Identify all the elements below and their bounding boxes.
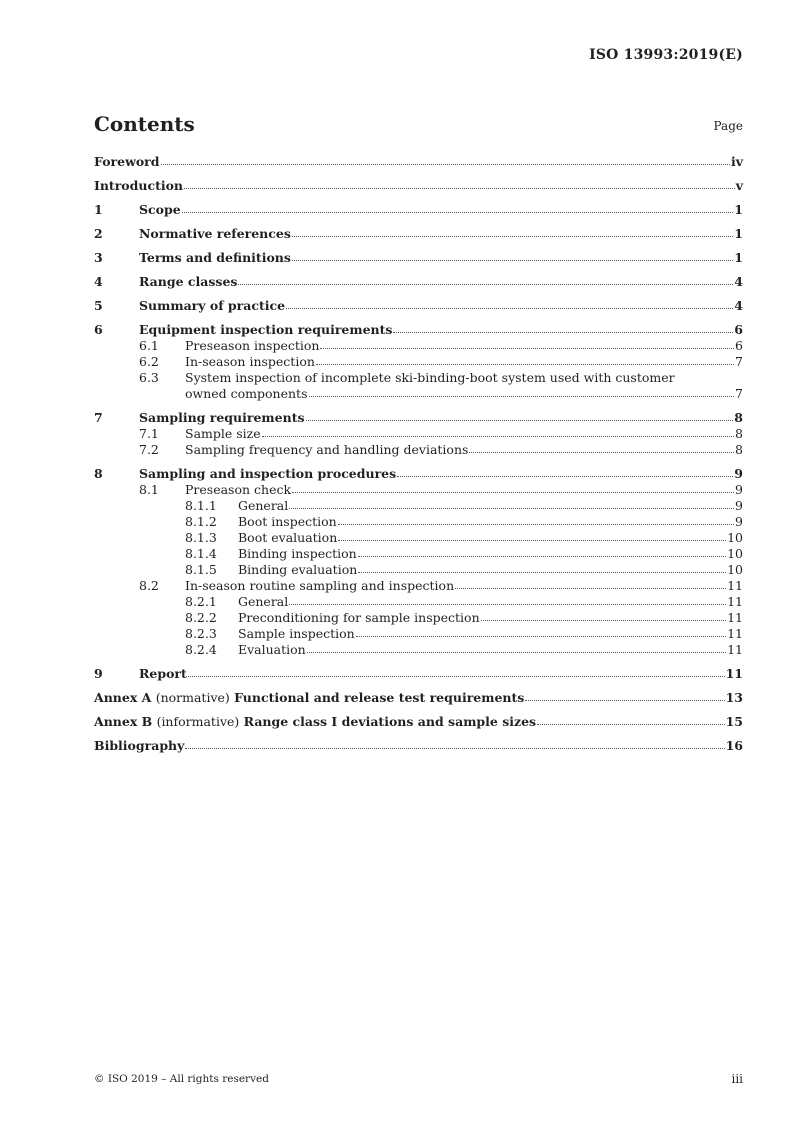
toc-title: Functional and release test requirements	[234, 690, 525, 705]
copyright-notice: © ISO 2019 – All rights reserved	[94, 1073, 269, 1085]
toc-title: Binding evaluation	[238, 562, 358, 577]
toc-title: Sampling and inspection procedures	[139, 466, 397, 481]
dot-leader	[289, 602, 726, 605]
annex-type: (informative)	[156, 714, 240, 729]
dot-leader	[469, 450, 734, 453]
toc-entry-3[interactable]	[94, 250, 743, 266]
toc-number: 8.1.2	[185, 514, 217, 529]
toc-entry-4[interactable]	[94, 274, 743, 290]
dot-leader	[292, 258, 733, 261]
toc-entry-2[interactable]	[94, 226, 743, 242]
dot-leader	[455, 586, 726, 589]
dot-leader	[286, 306, 733, 309]
toc-number: 8.1.4	[185, 546, 217, 561]
dot-leader	[481, 618, 726, 621]
toc-page: 10	[727, 546, 743, 561]
toc-page: 1	[734, 202, 743, 217]
toc-entry-8-2-3[interactable]	[94, 626, 743, 642]
dot-leader	[184, 186, 735, 189]
dot-leader	[537, 722, 725, 725]
page-number: iii	[731, 1072, 743, 1086]
document-id: ISO 13993:2019(E)	[589, 47, 743, 63]
toc-number: 8.1.5	[185, 562, 217, 577]
toc-number: 3	[94, 250, 103, 265]
toc-title: Sampling frequency and handling deviations	[185, 442, 469, 457]
dot-leader	[358, 554, 726, 557]
dot-leader	[289, 506, 734, 509]
toc-page: 9	[735, 498, 743, 513]
toc-entry-5[interactable]	[94, 298, 743, 314]
toc-number: 2	[94, 226, 103, 241]
toc-title: In-season routine sampling and inspection	[185, 578, 455, 593]
dot-leader	[161, 162, 730, 165]
dot-leader	[358, 570, 726, 573]
toc-annex-heading	[94, 714, 536, 730]
toc-title: Sample size	[185, 426, 261, 441]
dot-leader	[185, 746, 724, 749]
toc-title: Summary of practice	[139, 298, 286, 313]
toc-number: 8	[94, 466, 103, 481]
toc-number: 1	[94, 202, 103, 217]
dot-leader	[525, 698, 724, 701]
toc-number: 8.1	[139, 482, 159, 497]
annex-label: Annex B	[94, 714, 153, 729]
toc-entry-8-1-1[interactable]	[94, 498, 743, 514]
toc-page: 8	[735, 426, 743, 441]
dot-leader	[320, 346, 734, 349]
toc-page: 11	[727, 594, 743, 609]
toc-number: 6	[94, 322, 103, 337]
toc-title: Bibliography	[94, 738, 185, 753]
toc-page: 10	[727, 530, 743, 545]
toc-page: 6	[734, 322, 743, 337]
toc-entry-annex-a[interactable]	[94, 690, 743, 706]
toc-entry-8-2-2[interactable]	[94, 610, 743, 626]
toc-title: Boot evaluation	[238, 530, 338, 545]
toc-page: 16	[725, 738, 743, 753]
toc-title: In-season inspection	[185, 354, 315, 369]
toc-number: 8.2	[139, 578, 159, 593]
toc-number: 6.2	[139, 354, 159, 369]
toc-title: Scope	[139, 202, 181, 217]
toc-number: 8.2.4	[185, 642, 217, 657]
toc-page: 8	[735, 442, 743, 457]
toc-title: Introduction	[94, 178, 184, 193]
toc-annex-heading	[94, 690, 524, 706]
toc-page: 13	[725, 690, 743, 705]
toc-entry-8-1-5[interactable]	[94, 562, 743, 578]
toc-number: 9	[94, 666, 103, 681]
toc-entry-1[interactable]	[94, 202, 743, 218]
toc-title: General	[238, 498, 289, 513]
page-column-label: Page	[713, 119, 743, 133]
toc-number: 6.1	[139, 338, 159, 353]
toc-title: Preseason inspection	[185, 338, 320, 353]
toc-entry-8-2-1[interactable]	[94, 594, 743, 610]
toc-number: 8.1.1	[185, 498, 217, 513]
dot-leader	[306, 418, 734, 421]
toc-title: Binding inspection	[238, 546, 357, 561]
toc-number: 7	[94, 410, 103, 425]
toc-page: 4	[734, 274, 743, 289]
toc-page: 7	[735, 354, 743, 369]
toc-entry-bibliography[interactable]	[94, 738, 743, 754]
dot-leader	[356, 634, 726, 637]
annex-type: (normative)	[155, 690, 230, 705]
dot-leader	[316, 362, 734, 365]
toc-page: 11	[727, 642, 743, 657]
toc-entry-8-1-3[interactable]	[94, 530, 743, 546]
toc-number: 6.3	[139, 370, 159, 385]
page-title: Contents	[94, 112, 195, 136]
toc-page: 1	[734, 250, 743, 265]
toc-title: Equipment inspection requirements	[139, 322, 393, 337]
toc-title-line1: System inspection of incomplete ski-binding-boot system used with customer	[185, 370, 675, 385]
dot-leader	[292, 490, 734, 493]
toc-number: 8.2.2	[185, 610, 217, 625]
toc-title: Range classes	[139, 274, 238, 289]
dot-leader	[397, 474, 733, 477]
toc-entry-annex-b[interactable]	[94, 714, 743, 730]
dot-leader	[238, 282, 733, 285]
toc-entry-7[interactable]	[94, 410, 743, 426]
toc-entry-8-1-2[interactable]	[94, 514, 743, 530]
toc-entry-foreword[interactable]	[94, 154, 743, 170]
toc-page: 9	[735, 482, 743, 497]
toc-title: Boot inspection	[238, 514, 337, 529]
toc-page: 1	[734, 226, 743, 241]
toc-title: Range class I deviations and sample sizes	[243, 714, 537, 729]
toc-page: 10	[727, 562, 743, 577]
toc-title: Preconditioning for sample inspection	[238, 610, 480, 625]
toc-page: 11	[727, 626, 743, 641]
toc-number: 7.2	[139, 442, 159, 457]
toc-title-line2: owned components	[185, 386, 308, 401]
toc-entry-8-1-4[interactable]	[94, 546, 743, 562]
toc-page: iv	[730, 154, 743, 169]
toc-page: 11	[727, 578, 743, 593]
toc-title: General	[238, 594, 289, 609]
toc-entry-8[interactable]	[94, 466, 743, 482]
toc-number: 8.2.1	[185, 594, 217, 609]
toc-number: 7.1	[139, 426, 159, 441]
toc-number: 8.1.3	[185, 530, 217, 545]
dot-leader	[307, 650, 726, 653]
dot-leader	[292, 234, 733, 237]
toc-entry-8-2[interactable]	[94, 578, 743, 594]
toc-entry-9[interactable]	[94, 666, 743, 682]
toc-page: 7	[735, 386, 743, 401]
toc-entry-7-2[interactable]	[94, 442, 743, 458]
dot-leader	[309, 394, 735, 397]
toc-title: Foreword	[94, 154, 160, 169]
toc-number: 8.2.3	[185, 626, 217, 641]
dot-leader	[188, 674, 725, 677]
toc-entry-6-1[interactable]	[94, 338, 743, 354]
toc-title: Normative references	[139, 226, 291, 241]
table-of-contents	[94, 154, 743, 754]
dot-leader	[182, 210, 734, 213]
toc-title: Sampling requirements	[139, 410, 305, 425]
toc-page: 11	[725, 666, 743, 681]
toc-page: 6	[735, 338, 743, 353]
toc-entry-8-1[interactable]	[94, 482, 743, 498]
dot-leader	[262, 434, 734, 437]
toc-entry-introduction[interactable]	[94, 178, 743, 194]
toc-title: Terms and definitions	[139, 250, 291, 265]
toc-title: Preseason check	[185, 482, 292, 497]
toc-page: 9	[734, 466, 743, 481]
dot-leader	[338, 522, 734, 525]
toc-entry-6-3[interactable]	[94, 370, 743, 402]
toc-number: 5	[94, 298, 103, 313]
toc-page: 9	[735, 514, 743, 529]
toc-entry-8-2-4[interactable]	[94, 642, 743, 658]
toc-page: 15	[725, 714, 743, 729]
toc-entry-6-2[interactable]	[94, 354, 743, 370]
annex-label: Annex A	[94, 690, 152, 705]
toc-page: 8	[734, 410, 743, 425]
toc-page: 4	[734, 298, 743, 313]
toc-entry-7-1[interactable]	[94, 426, 743, 442]
dot-leader	[393, 330, 733, 333]
toc-title: Evaluation	[238, 642, 306, 657]
toc-title: Report	[139, 666, 187, 681]
dot-leader	[338, 538, 726, 541]
toc-title: Sample inspection	[238, 626, 355, 641]
toc-page: v	[735, 178, 743, 193]
toc-number: 4	[94, 274, 103, 289]
toc-page: 11	[727, 610, 743, 625]
toc-entry-6[interactable]	[94, 322, 743, 338]
